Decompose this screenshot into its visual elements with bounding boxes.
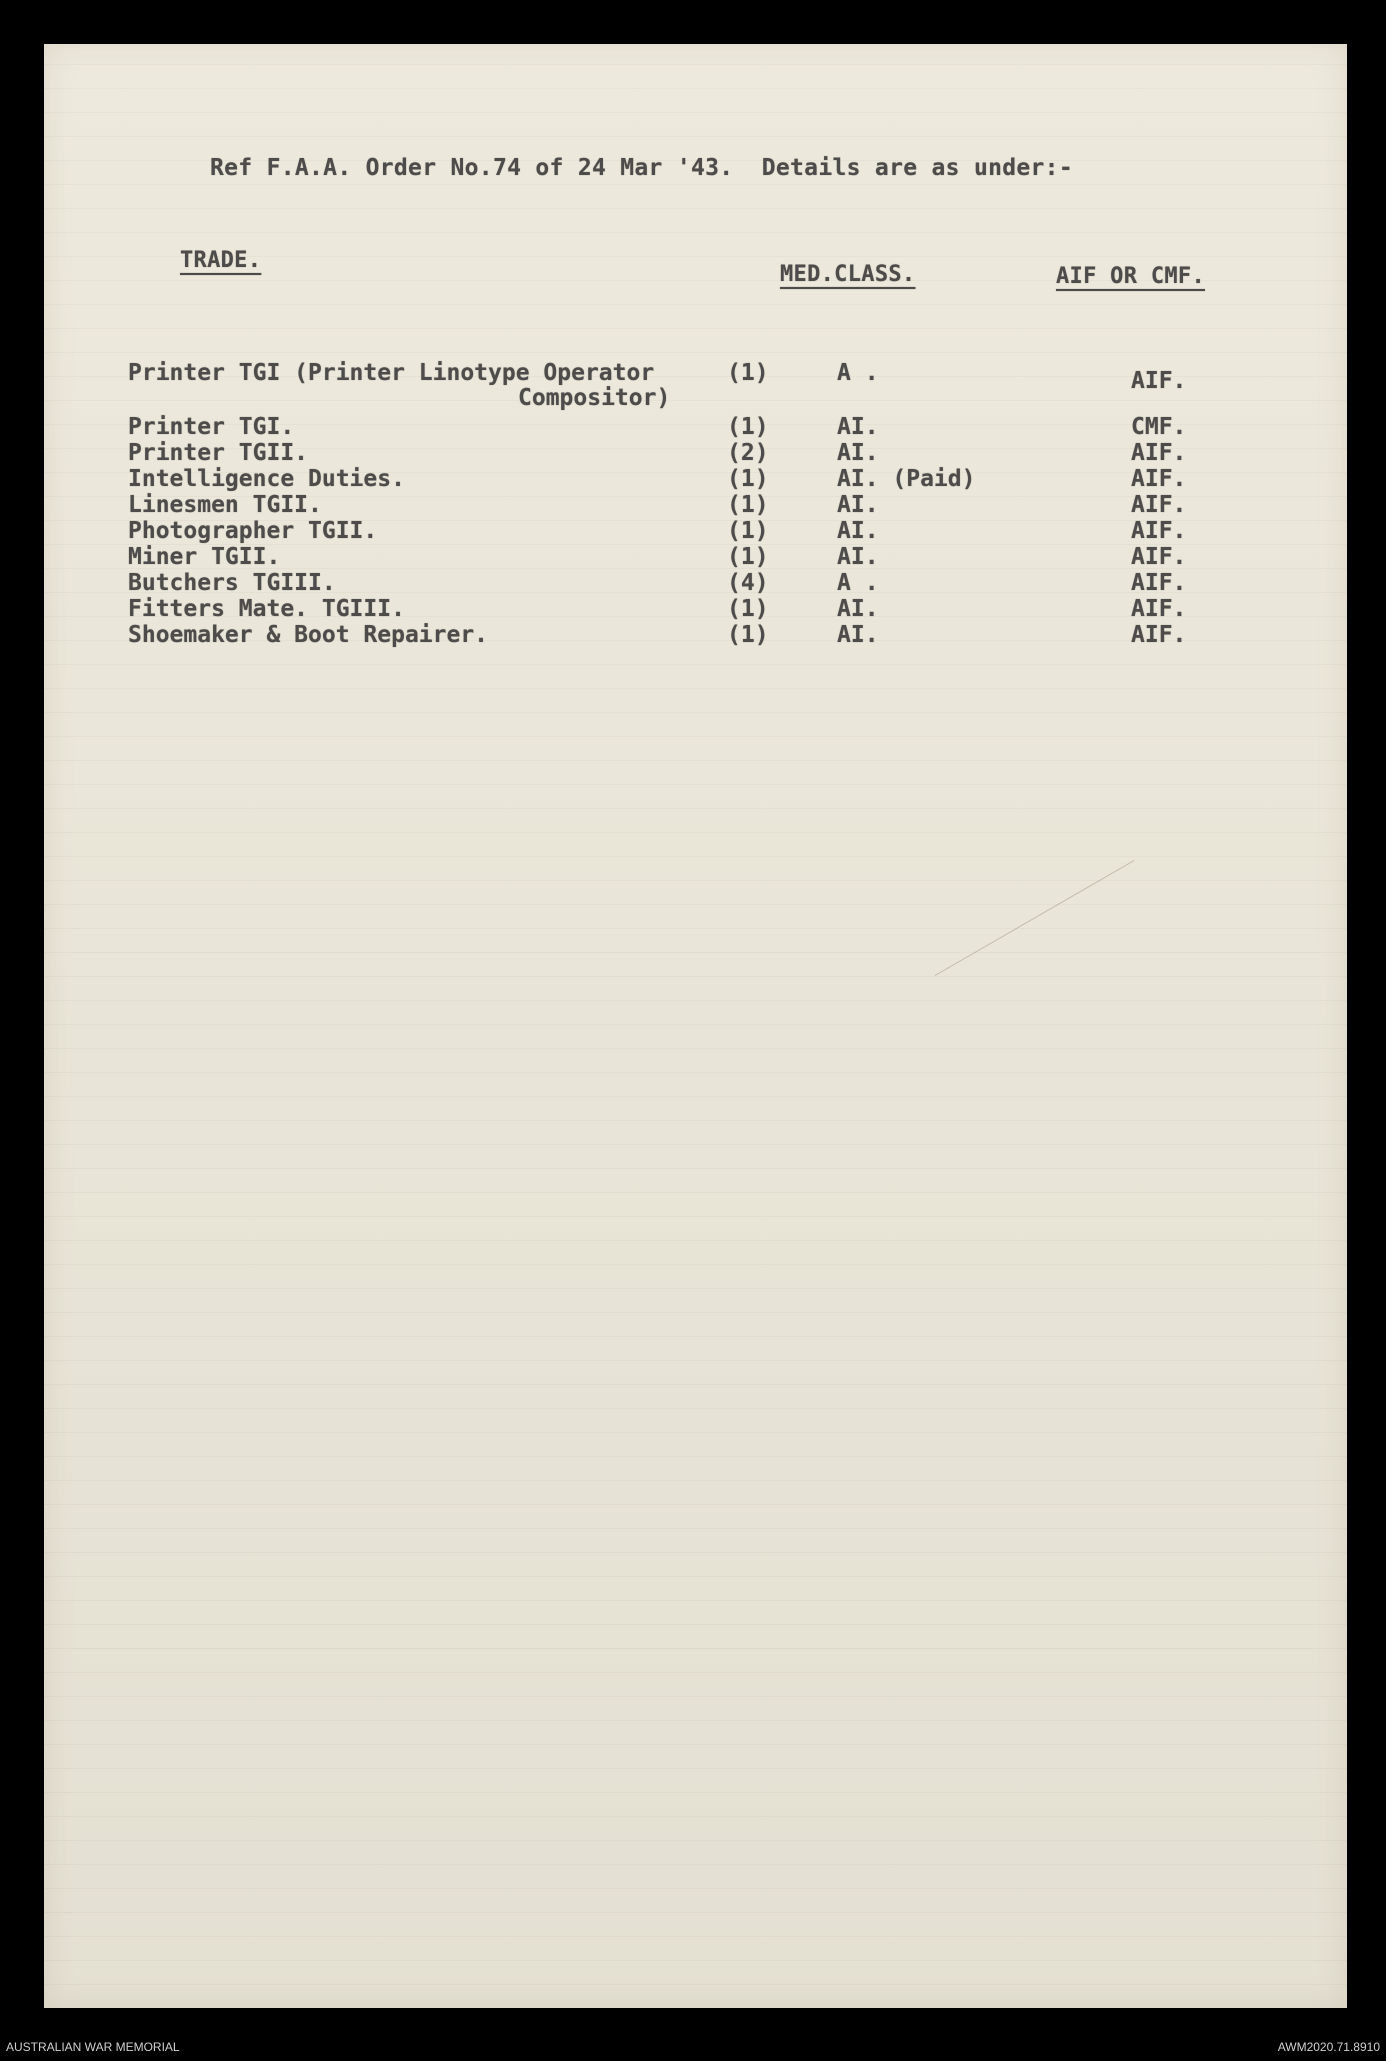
quantity-cell: (1) xyxy=(727,466,769,492)
document-page xyxy=(44,44,1347,2008)
quantity-cell: (1) xyxy=(727,596,769,622)
table-row xyxy=(0,360,1386,394)
table-row xyxy=(0,466,1386,492)
service-cell: AIF. xyxy=(1131,368,1187,394)
service-cell: AIF. xyxy=(1131,544,1187,570)
table-row xyxy=(0,518,1386,544)
med-class-cell: AI. xyxy=(837,544,879,570)
archive-reference: AWM2020.71.8910 xyxy=(1277,2040,1380,2054)
trade-cell: Intelligence Duties. xyxy=(128,466,405,492)
med-class-cell: A . xyxy=(837,570,879,596)
med-class-cell: AI. xyxy=(837,440,879,466)
archive-credit: AUSTRALIAN WAR MEMORIAL xyxy=(6,2040,180,2054)
trade-cell: Shoemaker & Boot Repairer. xyxy=(128,622,489,648)
trade-cell: Printer TGI (Printer Linotype Operator xyxy=(128,360,655,386)
quantity-cell: (1) xyxy=(727,518,769,544)
column-header-trade: TRADE. xyxy=(180,248,262,273)
med-class-cell: AI. xyxy=(837,518,879,544)
quantity-cell: (1) xyxy=(727,414,769,440)
med-class-cell: AI. xyxy=(837,596,879,622)
table-row xyxy=(0,570,1386,596)
trade-cell: Butchers TGIII. xyxy=(128,570,336,596)
table-row xyxy=(0,544,1386,570)
quantity-cell: (1) xyxy=(727,544,769,570)
quantity-cell: (2) xyxy=(727,440,769,466)
trade-cell: Printer TGI. xyxy=(128,414,295,440)
table-row xyxy=(0,414,1386,440)
service-cell: AIF. xyxy=(1131,466,1187,492)
trade-cell: Fitters Mate. TGIII. xyxy=(128,596,405,622)
column-header-med-class: MED.CLASS. xyxy=(780,262,916,287)
med-class-cell: A . xyxy=(837,360,879,386)
trade-cell: Printer TGII. xyxy=(128,440,309,466)
service-cell: AIF. xyxy=(1131,622,1187,648)
trade-cell-continuation: Compositor) xyxy=(518,385,671,411)
trade-cell: Linesmen TGII. xyxy=(128,492,322,518)
med-class-cell: AI. xyxy=(837,414,879,440)
quantity-cell: (4) xyxy=(727,570,769,596)
service-cell: AIF. xyxy=(1131,492,1187,518)
trade-cell: Miner TGII. xyxy=(128,544,281,570)
service-cell: AIF. xyxy=(1131,570,1187,596)
table-row xyxy=(0,622,1386,648)
table-row xyxy=(0,596,1386,622)
med-class-cell: AI. xyxy=(837,492,879,518)
med-class-cell: AI. (Paid) xyxy=(837,466,976,492)
table-row xyxy=(0,440,1386,466)
trade-cell: Photographer TGII. xyxy=(128,518,378,544)
quantity-cell: (1) xyxy=(727,360,769,386)
service-cell: AIF. xyxy=(1131,596,1187,622)
service-cell: CMF. xyxy=(1131,414,1187,440)
table-row xyxy=(0,492,1386,518)
quantity-cell: (1) xyxy=(727,622,769,648)
column-header-service: AIF OR CMF. xyxy=(1056,264,1205,289)
quantity-cell: (1) xyxy=(727,492,769,518)
service-cell: AIF. xyxy=(1131,518,1187,544)
order-reference: Ref F.A.A. Order No.74 of 24 Mar '43. Details are as under:- xyxy=(210,155,1073,181)
med-class-cell: AI. xyxy=(837,622,879,648)
service-cell: AIF. xyxy=(1131,440,1187,466)
table-row-continuation xyxy=(0,385,1386,411)
